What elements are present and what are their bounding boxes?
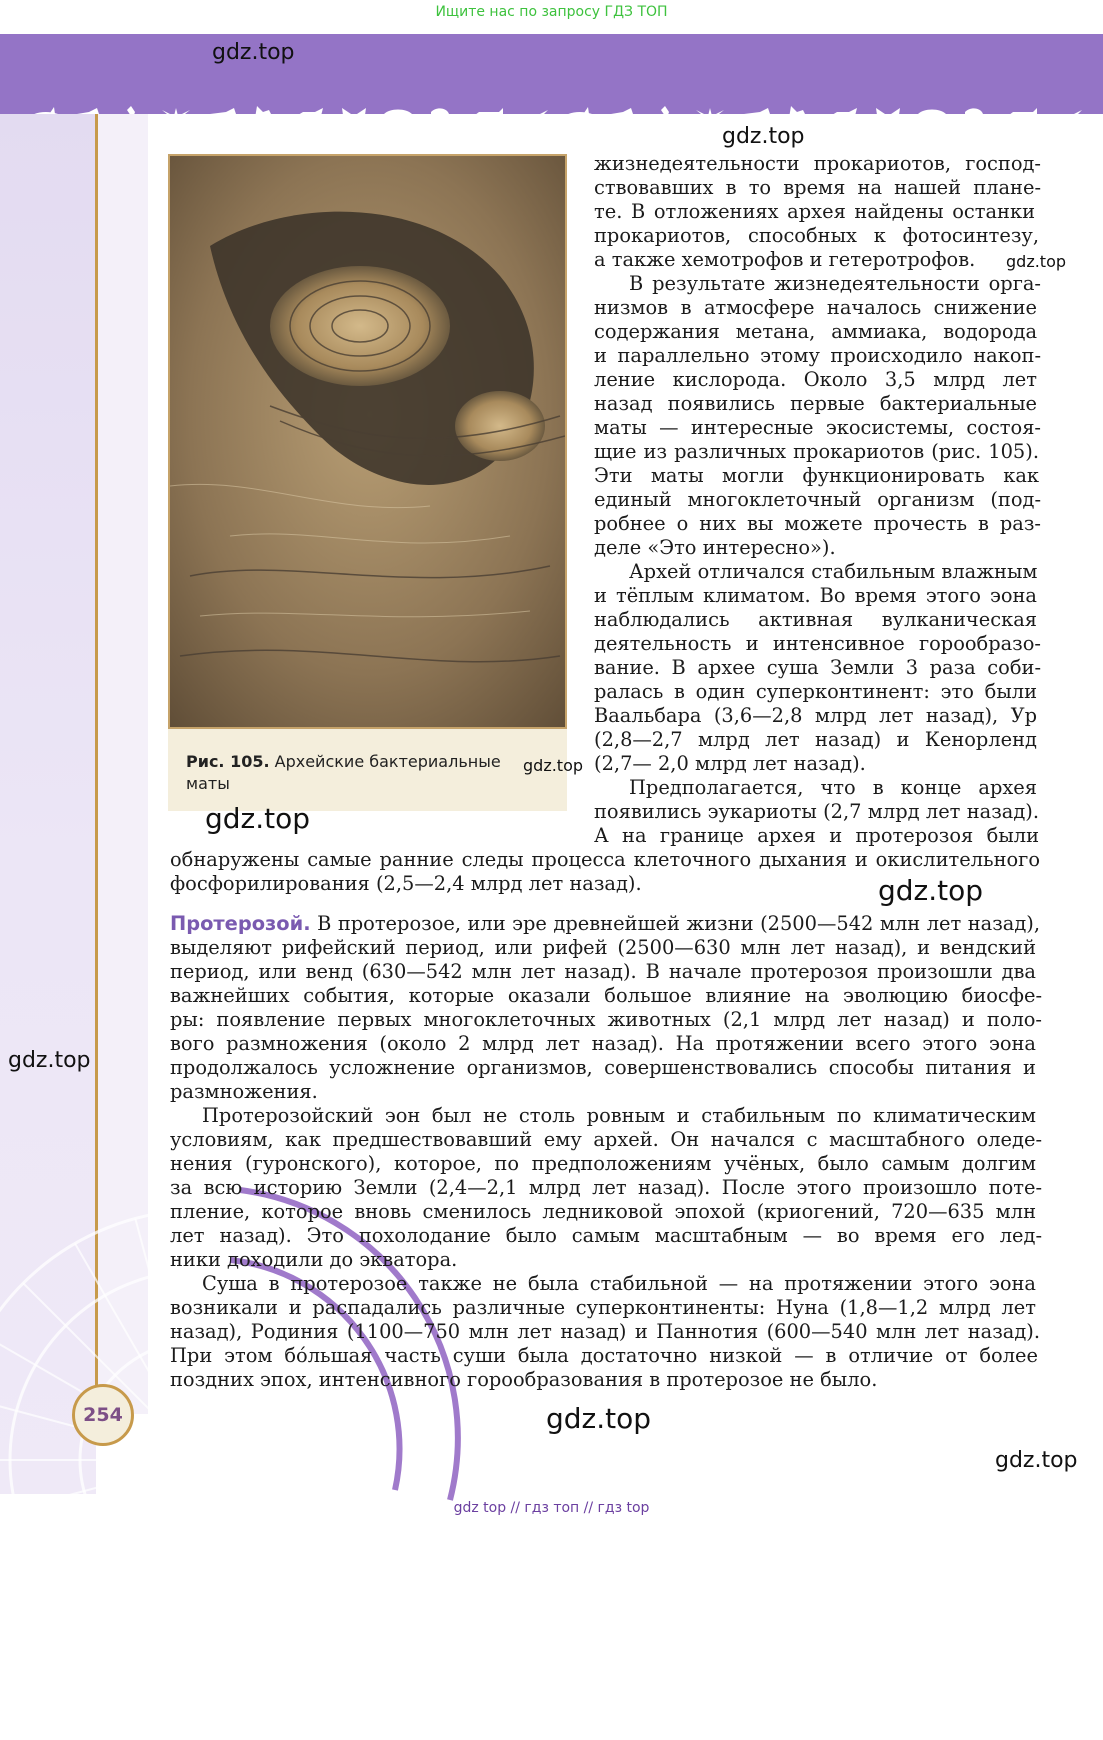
- animal-silhouette-icon: [158, 104, 194, 130]
- animal-silhouette-icon: [914, 104, 950, 130]
- text-line: обнаружены самые ранние следы процесса клеточного дыхания и окислительного: [170, 848, 1040, 871]
- rock-photo-illustration: [170, 156, 567, 729]
- text-line: ники доходили до экватора.: [170, 1248, 458, 1271]
- section-heading-proterozoic: Протерозой.: [170, 912, 311, 935]
- animal-silhouette-icon: [870, 104, 906, 130]
- text-line: робнее о них вы можете прочесть в раз-: [594, 512, 1041, 535]
- text-line: и тёплым климатом. Во время этого эона: [594, 584, 1037, 607]
- text-line: вого размножения (около 2 млрд лет назад). На протяжении всего этого эона: [170, 1032, 1036, 1055]
- text-line: При этом бо́льшая часть суши была достаточно низкой — в отличие от более: [170, 1344, 1038, 1367]
- text-line: лет назад). Это похолодание было самым масштабным — во время его лед-: [170, 1224, 1042, 1247]
- text-line: ление кислорода. Около 3,5 млрд лет: [594, 368, 1037, 391]
- animal-silhouette-icon: [959, 104, 995, 130]
- animal-silhouette-icon: [514, 104, 550, 130]
- text-line: Эти маты могли функционировать как: [594, 464, 1039, 487]
- figure-label: Рис. 105.: [186, 752, 270, 771]
- text-line: вание. В архее суша Земли 3 раза соби-: [594, 656, 1041, 679]
- watermark: gdz.top: [523, 756, 584, 775]
- compass-spoke: [210, 1499, 264, 1702]
- watermark: gdz.top: [8, 1048, 91, 1073]
- text-line: период, или венд (630—542 млн лет назад). В начале протерозоя произошли два: [170, 960, 1036, 983]
- text-line: назад появились первые бактериальные: [594, 392, 1037, 415]
- animal-silhouette-icon: [825, 104, 861, 130]
- text-line: размножения.: [170, 1080, 318, 1103]
- text-line: (2,7— 2,0 млрд лет назад).: [594, 752, 866, 775]
- watermark: gdz.top: [1006, 252, 1067, 271]
- text-line: продолжалось усложнение организмов, совершенствовались способы питания и: [170, 1056, 1036, 1079]
- animal-silhouette-icon: [291, 104, 327, 130]
- text-line: прокариотов, способных к фотосинтезу,: [594, 224, 1039, 247]
- text-line: те. В отложениях архея найдены останки: [594, 200, 1035, 223]
- animal-silhouette-icon: [425, 104, 461, 130]
- text-segment: В протерозое, или эре древнейшей жизни (2500—542 млн лет назад),: [317, 912, 1040, 935]
- page-number: 254: [72, 1384, 134, 1446]
- text-line: за всю историю Земли (2,4—2,1 млрд лет назад). После этого произошло поте-: [170, 1176, 1042, 1199]
- figure-caption-text-2: маты: [186, 774, 230, 793]
- text-line: ры: появление первых многоклеточных животных (2,1 млрд лет назад) и поло-: [170, 1008, 1042, 1031]
- animal-silhouette-icon: [380, 104, 416, 130]
- animal-silhouette-icon: [647, 104, 683, 130]
- compass-spoke: [135, 1499, 189, 1702]
- watermark: gdz.top: [722, 124, 805, 149]
- footer-links: gdz top // гдз топ // гдз top: [453, 1500, 650, 1516]
- watermark: gdz.top: [995, 1448, 1078, 1473]
- text-line: наблюдались активная вулканическая: [594, 608, 1037, 631]
- compass-spoke: [239, 1395, 442, 1449]
- text-line: назад), Родиния (1100—750 млн лет назад) и Паннотия (600—540 млн лет назад).: [170, 1320, 1040, 1343]
- text-line: Ваальбара (3,6—2,8 млрд лет назад), Ур: [594, 704, 1037, 727]
- watermark: gdz.top: [205, 802, 311, 835]
- watermark: gdz.top: [878, 874, 984, 907]
- text-line: деле «Это интересно»).: [594, 536, 836, 559]
- header-banner: [0, 34, 1103, 114]
- text-line: Архей отличался стабильным влажным: [629, 560, 1038, 583]
- text-line: возникали и распадались различные суперконтиненты: Нуна (1,8—1,2 млрд лет: [170, 1296, 1036, 1319]
- watermark: gdz.top: [546, 1402, 652, 1435]
- compass-spoke: [220, 1495, 325, 1677]
- text-line: поздних эпох, интенсивного горообразования в протерозое не было.: [170, 1368, 878, 1391]
- compass-spoke: [239, 1470, 442, 1524]
- text-line: фосфорилирования (2,5—2,4 млрд лет назад).: [170, 872, 642, 895]
- text-line: важнейших события, которые оказали большое влияние на эволюцию биосфе-: [170, 984, 1042, 1007]
- figure-caption-text-1: Архейские бактериальные: [274, 752, 501, 771]
- text-line: А на границе архея и протерозоя были: [594, 824, 1039, 847]
- text-line: условиям, как предшествовавший ему архей. Он начался с масштабного оледе-: [170, 1128, 1042, 1151]
- text-line: жизнедеятельности прокариотов, господ-: [594, 152, 1041, 175]
- proterozoic-first-line: [170, 912, 1040, 936]
- text-line: пление, которое вновь сменилось ледниковой эпохой (криогений, 720—635 млн: [170, 1200, 1036, 1223]
- text-line: В результате жизнедеятельности орга-: [629, 272, 1041, 295]
- text-line: деятельность и интенсивное горообразо-: [594, 632, 1041, 655]
- animal-silhouette-icon: [1003, 104, 1039, 130]
- text-line: Суша в протерозое также не была стабильной — на протяжении этого эона: [202, 1272, 1036, 1295]
- text-line: щие из различных прокариотов (рис. 105).: [594, 440, 1039, 463]
- animal-silhouette-row: [24, 104, 1084, 130]
- figure-caption: [168, 729, 567, 811]
- text-line: нения (гуронского), которое, по предположениям учёных, было самым долгим: [170, 1152, 1036, 1175]
- top-note: Ищите нас по запросу ГДЗ ТОП: [435, 4, 668, 20]
- text-line: а также хемотрофов и гетеротрофов.: [594, 248, 976, 271]
- figure-photo-bacterial-mats: [168, 154, 567, 729]
- animal-silhouette-icon: [469, 104, 505, 130]
- animal-silhouette-icon: [603, 104, 639, 130]
- text-line: низмов в атмосфере началось снижение: [594, 296, 1037, 319]
- animal-silhouette-icon: [336, 104, 372, 130]
- text-line: Предполагается, что в конце архея: [629, 776, 1037, 799]
- watermark: gdz.top: [212, 40, 295, 65]
- text-line: выделяют рифейский период, или рифей (2500—630 млн лет назад), и вендский: [170, 936, 1036, 959]
- text-line: ралась в один суперконтинент: это были: [594, 680, 1037, 703]
- animal-silhouette-icon: [1048, 104, 1084, 130]
- text-line: ствовавших в то время на нашей плане-: [594, 176, 1041, 199]
- text-line: маты — интересные экосистемы, состоя-: [594, 416, 1041, 439]
- text-line: содержания метана, аммиака, водорода: [594, 320, 1037, 343]
- text-line: появились эукариоты (2,7 млрд лет назад).: [594, 800, 1039, 823]
- text-line: (2,8—2,7 млрд лет назад) и Кенорленд: [594, 728, 1037, 751]
- animal-silhouette-icon: [202, 104, 238, 130]
- animal-silhouette-icon: [247, 104, 283, 130]
- text-line: и параллельно этому происходило накоп-: [594, 344, 1041, 367]
- text-line: Протерозойский эон был не столь ровным и стабильным по климатическим: [202, 1104, 1036, 1127]
- compass-spoke: [75, 1495, 180, 1677]
- text-line: единый многоклеточный организм (под-: [594, 488, 1041, 511]
- compass-spoke: [235, 1480, 417, 1585]
- animal-silhouette-icon: [558, 104, 594, 130]
